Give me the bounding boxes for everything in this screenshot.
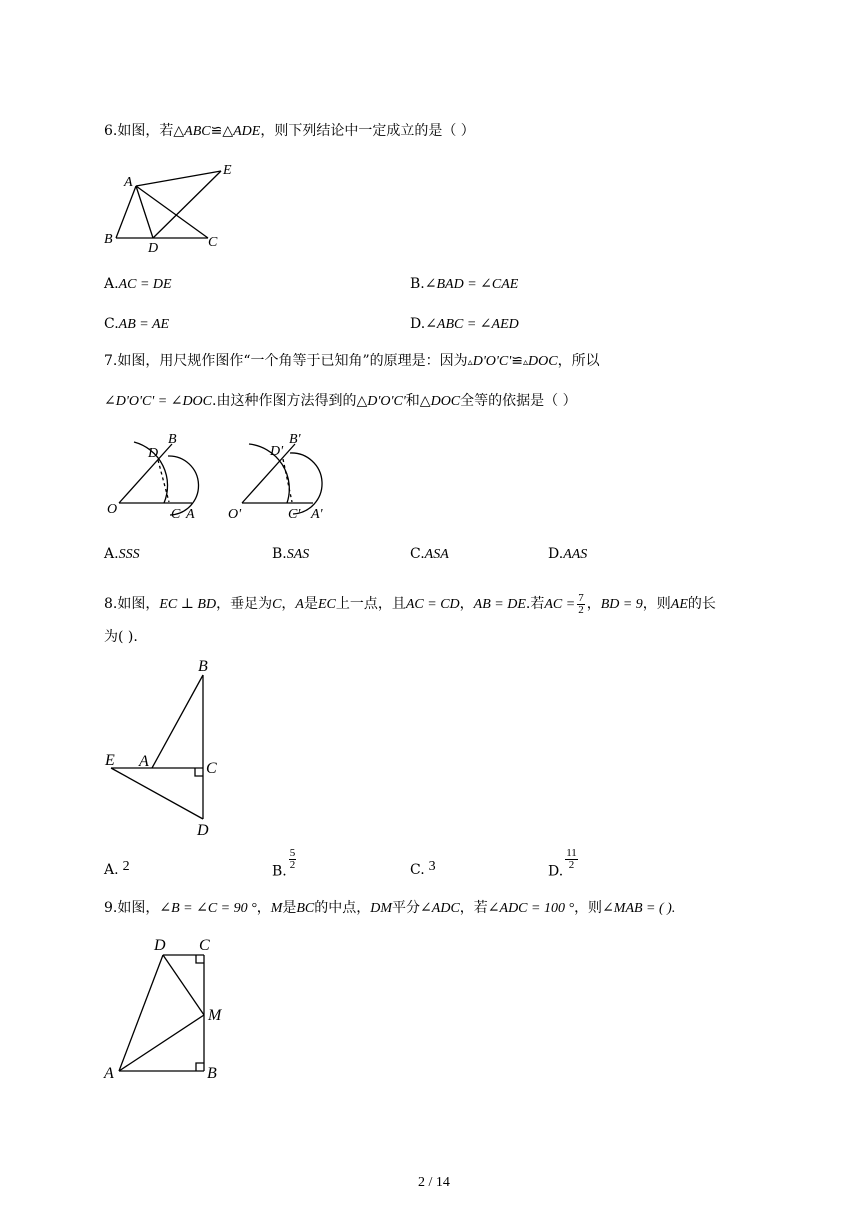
- q6-label-c: C: [208, 235, 218, 250]
- q8-option-c: C. 3: [410, 859, 436, 878]
- q7-label-d-prime: D': [270, 444, 284, 459]
- q7-stem-line1: 7.如图，用尺规作图作“一个角等于已知角”的原理是：因为▵D'O'C'≌▵DOC，所以: [104, 353, 600, 369]
- q7-label-a-prime: A': [311, 507, 323, 522]
- q8-option-d: D. $\frac{11}{2}$: [548, 847, 577, 880]
- q6-option-d: D.∠ABC = ∠AED: [410, 316, 519, 332]
- q7-label-a: A: [186, 507, 195, 522]
- q6-label-a: A: [124, 175, 133, 190]
- q9-stem: 9.如图，∠B = ∠C = 90 °，M是BC的中点，DM平分∠ADC，若∠ADC = 100 °，则∠MAB = ( ).: [104, 900, 676, 916]
- q9-label-a: A: [104, 1065, 114, 1082]
- page-number: 2 / 14: [418, 1175, 450, 1190]
- q7-option-d: D.AAS: [548, 546, 588, 562]
- q8-label-e: E: [105, 752, 115, 769]
- q7-option-b: B.SAS: [272, 546, 310, 562]
- q8-label-d: D: [197, 822, 209, 839]
- q7-label-d: D: [148, 446, 159, 461]
- q7-label-b: B: [168, 432, 177, 447]
- q8-option-a: A. 2: [104, 859, 130, 878]
- q6-option-b: B.∠BAD = ∠CAE: [410, 276, 519, 292]
- q8-label-b: B: [198, 658, 208, 675]
- q7-label-o-prime: O': [228, 507, 242, 522]
- q7-label-c: C: [171, 507, 181, 522]
- q8-label-a: A: [139, 753, 149, 770]
- q9-label-c: C: [199, 937, 210, 954]
- q8-stem-line1: 8.如图，EC ⊥ BD，垂足为C，A是EC上一点，且AC = CD，AB = DE.若AC = $\frac{7}{2}$ ，BD = 9，则AE的长: [104, 591, 716, 616]
- q6-label-d: D: [148, 241, 159, 256]
- q7-option-c: C.ASA: [410, 546, 449, 562]
- q6-label-e: E: [223, 163, 232, 178]
- q7-label-o: O: [107, 502, 118, 517]
- q7-option-a: A.SSS: [104, 546, 140, 562]
- q8-stem-line2: 为( ).: [104, 629, 138, 645]
- q8-option-b: B. $\frac{5}{2}$: [272, 847, 296, 880]
- q7-stem-line2: ∠D'O'C' = ∠DOC.由这种作图方法得到的△D'O'C'和△DOC全等的依据是（ ）: [104, 393, 577, 409]
- q9-label-d: D: [154, 937, 166, 954]
- q6-stem: 6.如图，若△ABC≌△ADE，则下列结论中一定成立的是（ ）: [104, 123, 475, 139]
- q6-label-b: B: [104, 232, 113, 247]
- q9-label-m: M: [208, 1007, 222, 1024]
- q6-option-c: C.AB = AE: [104, 316, 170, 332]
- q9-label-b: B: [207, 1065, 217, 1082]
- q7-label-b-prime: B': [289, 432, 301, 447]
- q6-option-a: A.AC = DE: [104, 276, 172, 292]
- q8-label-c: C: [206, 760, 217, 777]
- q8-frac: $\frac{7}{2}$: [578, 591, 584, 616]
- q7-label-c-prime: C': [288, 507, 301, 522]
